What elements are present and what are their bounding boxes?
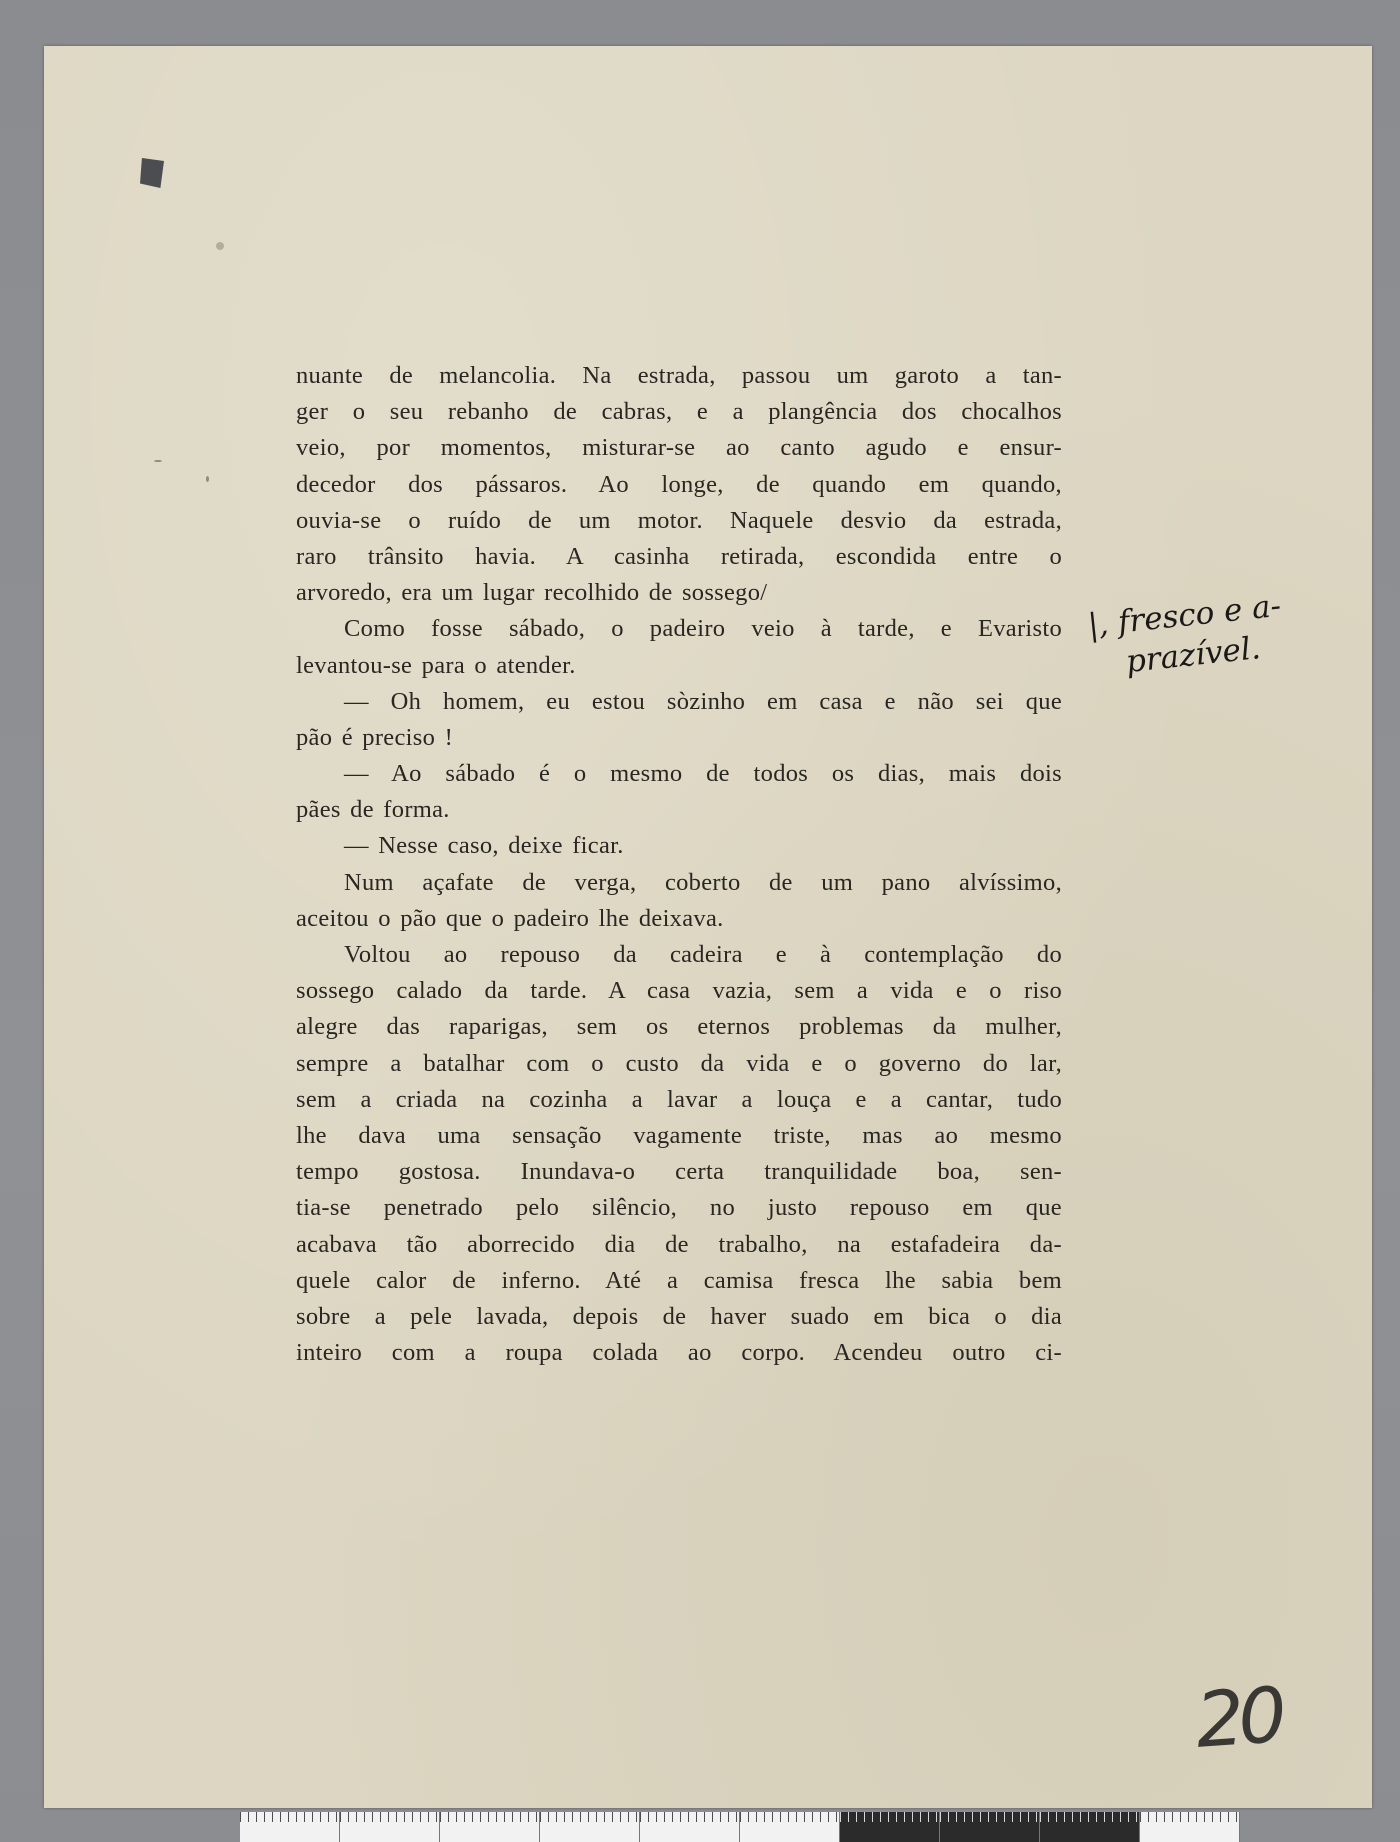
text-line: Voltou ao repouso da cadeira e à contemplação do — [344, 941, 1062, 968]
text-line: sossego calado da tarde. A casa vazia, sem a vida e o riso — [296, 977, 1062, 1005]
text-line: — Ao sábado é o mesmo de todos os dias, mais dois — [344, 760, 1062, 788]
text-line: sem a criada na cozinha a lavar a louça e a cantar, tudo — [296, 1085, 1062, 1113]
text-line: pães de forma. — [296, 796, 450, 824]
text-line: acabava tão aborrecido dia de trabalho, na estafadeira da- — [296, 1230, 1062, 1258]
ruler-segment — [1140, 1812, 1240, 1842]
margin-note-line: prazível. — [1124, 630, 1263, 681]
ruler-segment — [540, 1812, 640, 1842]
text-line: tempo gostosa. Inundava-o certa tranquilidade boa, sen- — [296, 1158, 1062, 1186]
text-line: lhe dava uma sensação vagamente triste, mas ao mesmo — [296, 1121, 1062, 1149]
ruler-segment — [1040, 1812, 1140, 1842]
text-line: quele calor de inferno. Até a camisa fresca lhe sabia bem — [296, 1266, 1062, 1294]
text-line: tia-se penetrado pelo silêncio, no justo repouso em que — [296, 1194, 1062, 1222]
ruler-segment — [840, 1812, 940, 1842]
text-line: inteiro com a roupa colada ao corpo. Acendeu outro ci- — [296, 1339, 1062, 1367]
text-line: nuante de melancolia. Na estrada, passou um garoto a tan- — [296, 362, 1062, 389]
text-line: veio, por momentos, misturar-se ao canto agudo e ensur- — [296, 434, 1062, 462]
text-line: Como fosse sábado, o padeiro veio à tarde, e Evaristo — [344, 615, 1062, 643]
text-line: alegre das raparigas, sem os eternos problemas da mulher, — [296, 1013, 1062, 1041]
text-line: sobre a pele lavada, depois de haver suado em bica o dia — [296, 1302, 1062, 1330]
ruler-segment — [340, 1812, 440, 1842]
text-line: ger o seu rebanho de cabras, e a plangência dos chocalhos — [296, 398, 1062, 426]
text-line: levantou-se para o atender. — [296, 651, 576, 679]
paper-speck — [206, 476, 209, 482]
text-line: ouvia-se o ruído de um motor. Naquele desvio da estrada, — [296, 506, 1062, 534]
text-line: arvoredo, era um lugar recolhido de sossego/ — [296, 579, 768, 607]
text-line: raro trânsito havia. A casinha retirada, escondida entre o — [296, 542, 1062, 570]
handwritten-page-number: 20 — [1192, 1670, 1284, 1765]
text-line: — Nesse caso, deixe ficar. — [344, 832, 624, 860]
ruler-segment — [440, 1812, 540, 1842]
typed-text-block — [296, 358, 1062, 1371]
text-line: decedor dos pássaros. Ao longe, de quando em quando, — [296, 470, 1062, 498]
scale-ruler — [240, 1812, 1240, 1842]
paper-speck — [154, 460, 162, 462]
text-line: pão é preciso ! — [296, 723, 454, 751]
ruler-segment — [640, 1812, 740, 1842]
text-line: Num açafate de verga, coberto de um pano alvíssimo, — [344, 868, 1062, 896]
ruler-segment — [240, 1812, 340, 1842]
text-line: aceitou o pão que o padeiro lhe deixava. — [296, 904, 724, 932]
ruler-segment — [740, 1812, 840, 1842]
ruler-segment — [940, 1812, 1040, 1842]
paper-speck — [216, 242, 224, 250]
punch-hole — [140, 158, 164, 188]
margin-note-line: |, fresco e a- — [1086, 587, 1283, 644]
text-line: sempre a batalhar com o custo da vida e o governo do lar, — [296, 1049, 1062, 1077]
text-line: — Oh homem, eu estou sòzinho em casa e não sei que — [344, 687, 1062, 715]
